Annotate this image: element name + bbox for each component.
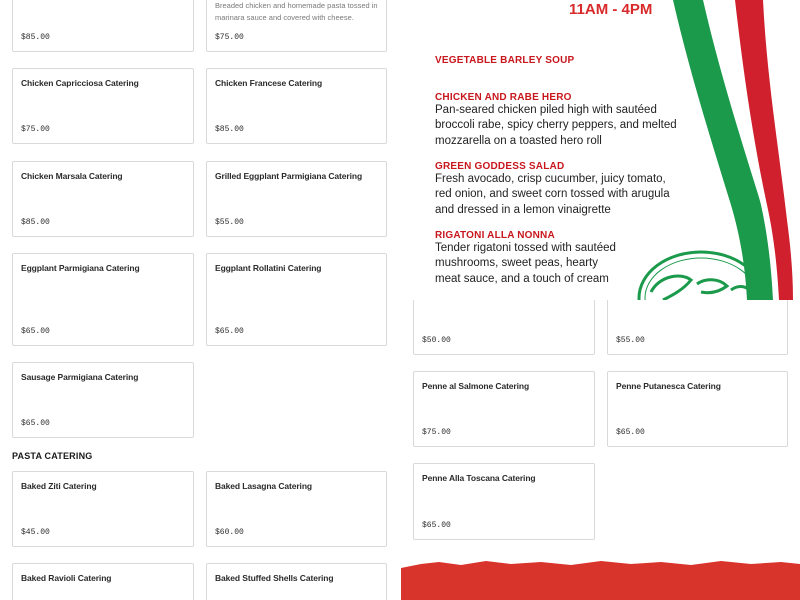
item-price: $65.00 [21, 419, 50, 428]
special-title: GREEN GODDESS SALAD [435, 161, 565, 172]
menu-item-card[interactable] [413, 463, 595, 540]
menu-item-card[interactable] [413, 371, 595, 447]
item-name: Baked Ravioli Catering [21, 573, 112, 583]
menu-item-card[interactable] [12, 68, 194, 144]
item-price: $65.00 [616, 428, 645, 437]
item-name: Penne al Salmone Catering [422, 381, 530, 391]
item-name: Baked Stuffed Shells Catering [215, 573, 334, 583]
red-banner-shape [401, 561, 800, 600]
menu-item-card[interactable] [206, 471, 387, 547]
special-title: CHICKEN AND RABE HERO [435, 92, 572, 103]
section-heading-pasta: PASTA CATERING [12, 451, 93, 461]
item-description: Breaded chicken and homemade pasta tossed in marinara sauce and covered with cheese. [215, 1, 378, 22]
item-name: Baked Ziti Catering [21, 481, 97, 491]
item-price: $75.00 [215, 33, 244, 42]
item-name: Penne Putanesca Catering [616, 381, 721, 391]
item-price: $85.00 [215, 125, 244, 134]
menu-item-card[interactable] [12, 471, 194, 547]
menu-item-card[interactable] [206, 0, 387, 52]
item-price: $75.00 [422, 428, 451, 437]
menu-item-card[interactable] [607, 371, 788, 447]
menu-item-card[interactable] [12, 0, 194, 52]
item-price: $50.00 [422, 336, 451, 345]
logo-script [651, 276, 751, 300]
item-name: Chicken Capricciosa Catering [21, 78, 139, 88]
menu-item-card[interactable] [206, 68, 387, 144]
item-price: $65.00 [215, 327, 244, 336]
item-price: $85.00 [21, 33, 50, 42]
item-name: Penne Alla Toscana Catering [422, 473, 536, 483]
daily-specials-promo [401, 0, 800, 300]
item-name: Eggplant Parmigiana Catering [21, 263, 140, 273]
item-price: $55.00 [616, 336, 645, 345]
special-description: Fresh avocado, crisp cucumber, juicy tomato, red onion, and sweet corn tossed with arugula and dressed in a lemon vinaigrette [435, 173, 670, 216]
special-title: RIGATONI ALLA NONNA [435, 230, 555, 241]
red-torn-banner [401, 556, 800, 600]
menu-item-card[interactable] [12, 362, 194, 438]
menu-item-card[interactable] [12, 253, 194, 346]
special-description: Pan-seared chicken piled high with sautéed broccoli rabe, spicy cherry peppers, and melted mozzarella on a toasted hero roll [435, 104, 677, 147]
item-name: Baked Lasagna Catering [215, 481, 312, 491]
item-price: $75.00 [21, 125, 50, 134]
menu-item-card[interactable] [206, 161, 387, 237]
item-price: $65.00 [21, 327, 50, 336]
hours-text: 11AM - 4PM [569, 1, 653, 18]
menu-item-card[interactable] [206, 253, 387, 346]
item-name: Chicken Marsala Catering [21, 171, 123, 181]
item-name: Eggplant Rollatini Catering [215, 263, 322, 273]
item-name: Chicken Francese Catering [215, 78, 323, 88]
item-price: $55.00 [215, 218, 244, 227]
special-title: VEGETABLE BARLEY SOUP [435, 55, 575, 66]
item-price: $65.00 [422, 521, 451, 530]
special-description: Tender rigatoni tossed with sautéed mushrooms, sweet peas, hearty meat sauce, and a touch of cream [435, 242, 616, 285]
item-price: $85.00 [21, 218, 50, 227]
menu-item-card[interactable] [12, 161, 194, 237]
menu-item-card[interactable] [206, 563, 387, 600]
menu-item-card[interactable] [12, 563, 194, 600]
item-price: $60.00 [215, 528, 244, 537]
item-name: Grilled Eggplant Parmigiana Catering [215, 171, 363, 181]
item-price: $45.00 [21, 528, 50, 537]
item-name: Sausage Parmigiana Catering [21, 372, 139, 382]
